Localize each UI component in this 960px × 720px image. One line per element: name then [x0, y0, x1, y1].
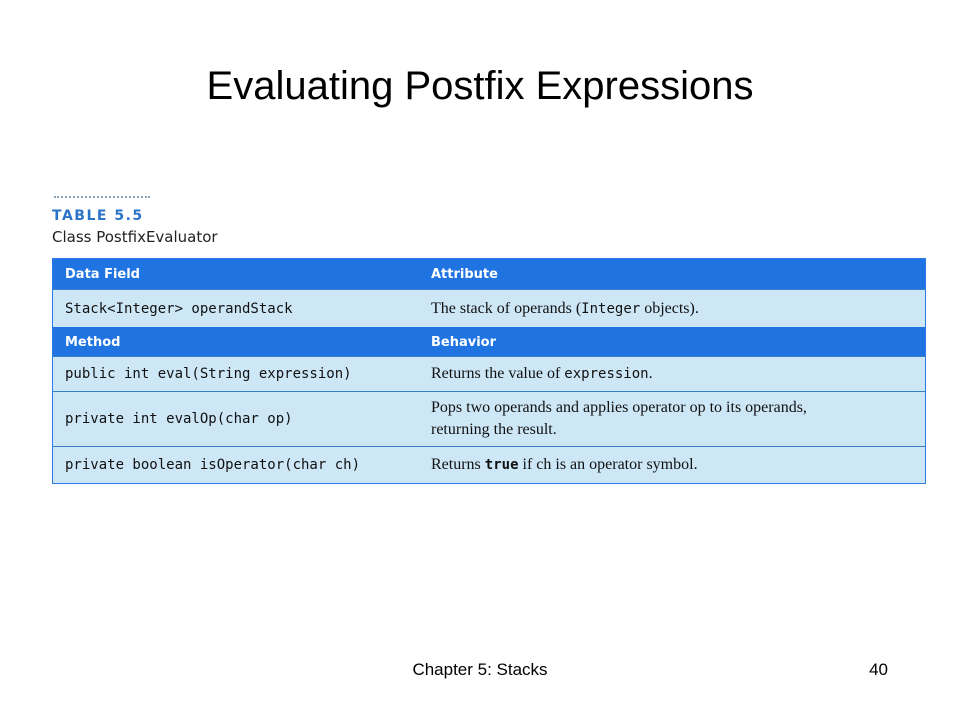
header-behavior: Behavior: [419, 328, 926, 357]
method-description: Returns the value of expression.: [419, 357, 926, 392]
field-signature: Stack<Integer> operandStack: [53, 290, 420, 328]
class-table: [52, 258, 926, 484]
slide-footer: Chapter 5: Stacks: [412, 660, 548, 679]
table-figure: [52, 196, 926, 484]
method-signature: private boolean isOperator(char ch): [53, 447, 420, 484]
table-number: TABLE 5.5: [52, 208, 144, 224]
header-method: Method: [53, 328, 420, 357]
method-description: Pops two operands and applies operator op to its operands, returning the result.: [419, 392, 926, 447]
method-signature: public int eval(String expression): [53, 357, 420, 392]
table-row: [53, 447, 926, 484]
page-number: 40: [869, 660, 888, 679]
method-description: Returns true if ch is an operator symbol.: [419, 447, 926, 484]
header-data-field: Data Field: [53, 259, 420, 290]
method-signature: private int evalOp(char op): [53, 392, 420, 447]
slide-title: Evaluating Postfix Expressions: [206, 64, 754, 108]
data-field-header-row: [53, 259, 926, 290]
dotted-rule: [54, 196, 150, 198]
table-caption: Class PostfixEvaluator: [52, 228, 218, 246]
table-row: [53, 392, 926, 447]
table-row: [53, 357, 926, 392]
header-attribute: Attribute: [419, 259, 926, 290]
table-row: [53, 290, 926, 328]
field-description: The stack of operands (Integer objects).: [419, 290, 926, 328]
method-header-row: [53, 328, 926, 357]
